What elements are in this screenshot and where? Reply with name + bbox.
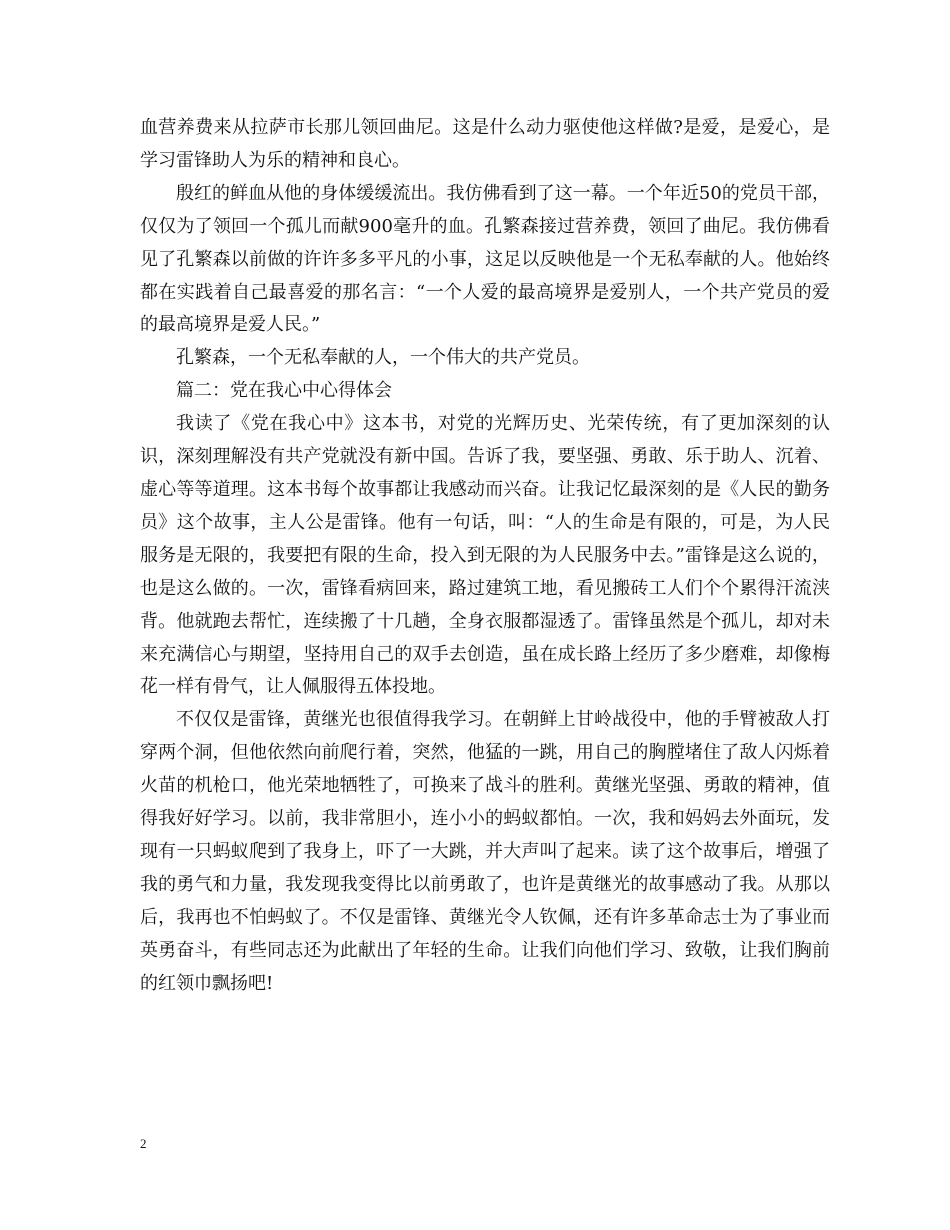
paragraph-huang-jiguang: 不仅仅是雷锋，黄继光也很值得我学习。在朝鲜上甘岭战役中，他的手臂被敌人打穿两个洞，但他依然向前爬行着，突然，他猛的一跳，用自己的胸膛堵住了敌人闪烁着火苗的机枪口，他光荣地牺牲了，可换来了战斗的胜利。黄继光坚强、勇敢的精神，值得我好好学习。以前，我非常胆小，连小小的蚂蚁都怕。一次，我和妈妈去外面玩，发现有一只蚂蚁爬到了我身上，吓了一大跳，并大声叫了起来。读了这个故事后，增强了我的勇气和力量，我发现我变得比以前勇敢了，也许是黄继光的故事感动了我。从那以后，我再也不怕蚂蚁了。不仅是雷锋、黄继光令人钦佩，还有许多革命志士为了事业而英勇奋斗，有些同志还为此献出了年轻的生命。让我们向他们学习、致敬，让我们胸前的红领巾飘扬吧! [140, 709, 830, 994]
document-body [140, 112, 830, 1000]
paragraph-kong-fansen-blood: 殷红的鲜血从他的身体缓缓流出。我仿佛看到了这一幕。一个年近50的党员干部，仅仅为了领回一个孤儿而献900毫升的血。孔繁森接过营养费，领回了曲尼。我仿佛看见了孔繁森以前做的许许多多平凡的小事，这足以反映他是一个无私奉献的人。他始终都在实践着自己最喜爱的那名言：“一个人爱的最高境界是爱别人，一个共产党员的爱的最高境界是爱人民。” [140, 182, 830, 336]
section-heading: 篇二：党在我心中心得体会 [176, 380, 392, 402]
paragraph-lei-feng: 我读了《党在我心中》这本书，对党的光辉历史、光荣传统，有了更加深刻的认识，深刻理解没有共产党就没有新中国。告诉了我，要坚强、勇敢、乐于助人、沉着、虚心等等道理。这本书每个故事都让我感动而兴奋。让我记忆最深刻的是《人民的勤务员》这个故事，主人公是雷锋。他有一句话，叫：“人的生命是有限的，可是，为人民服务是无限的，我要把有限的生命，投入到无限的为人民服务中去。”雷锋是这么说的，也是这么做的。一次，雷锋看病回来，路过建筑工地，看见搬砖工人们个个累得汗流浃背。他就跑去帮忙，连续搬了十几趟，全身衣服都湿透了。雷锋虽然是个孤儿，却对未来充满信心与期望，坚持用自己的双手去创造，虽在成长路上经历了多少磨难，却像梅花一样有骨气，让人佩服得五体投地。 [140, 413, 830, 698]
paragraph-kong-fansen-summary: 孔繁森，一个无私奉献的人，一个伟大的共产党员。 [176, 347, 590, 369]
paragraph-continuation: 血营养费来从拉萨市长那儿领回曲尼。这是什么动力驱使他这样做?是爱，是爱心，是学习雷锋助人为乐的精神和良心。 [140, 117, 830, 171]
page-number: 2 [140, 1136, 147, 1151]
